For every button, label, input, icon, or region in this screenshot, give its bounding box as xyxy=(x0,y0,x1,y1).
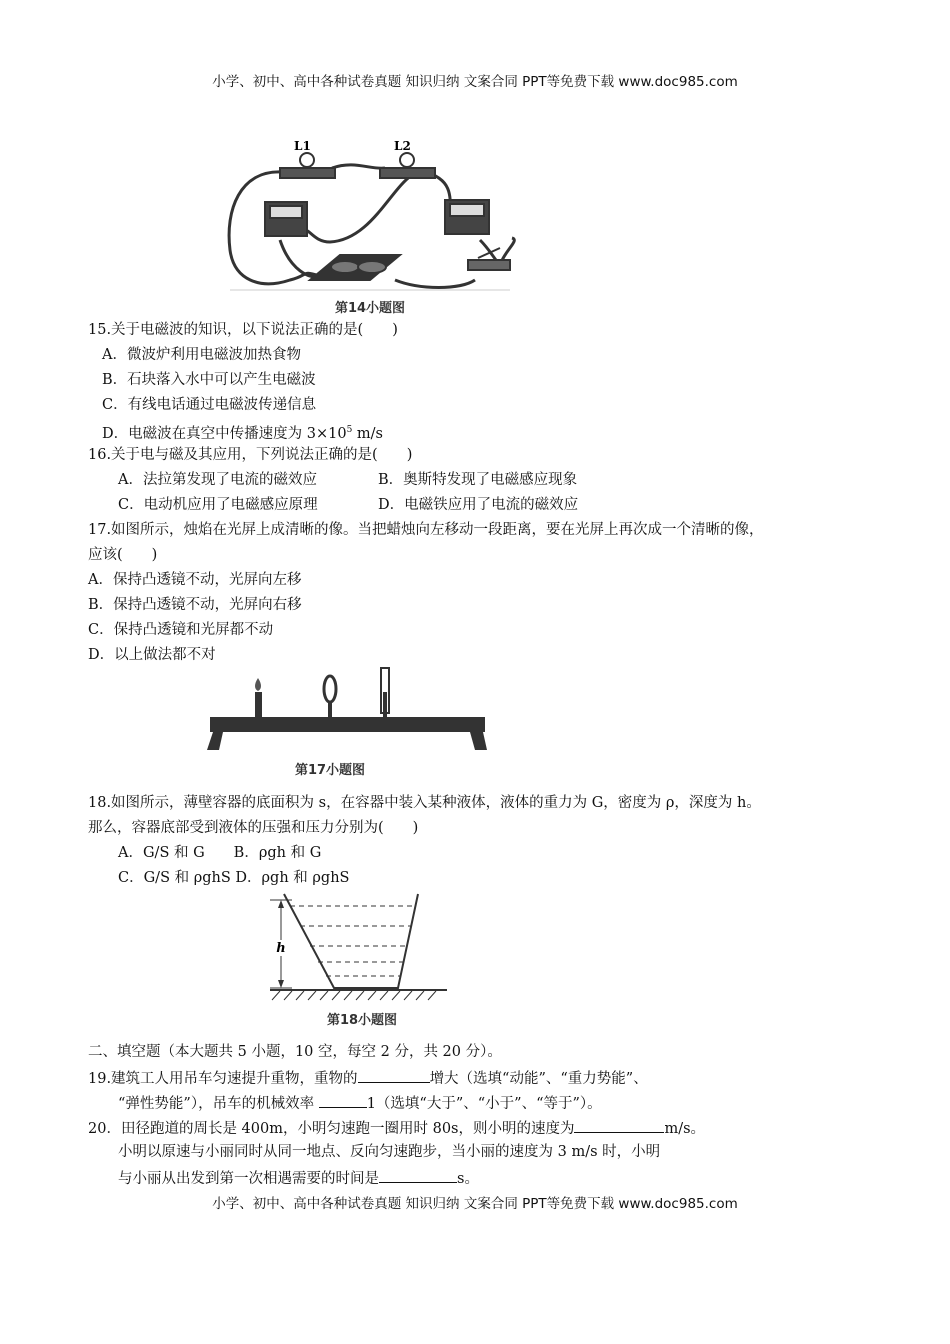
label-l2: L2 xyxy=(394,139,411,153)
q20-line1: 20．田径跑道的周长是 400m，小明匀速跑一圈用时 80s，则小明的速度为 m/s。 xyxy=(88,1117,705,1139)
q20-blank-2[interactable] xyxy=(379,1167,457,1183)
q20-line2: 小明以原速与小丽同时从同一地点、反向匀速跑步，当小丽的速度为 3 m/s 时，小明 xyxy=(118,1144,661,1160)
figure-17-optical-bench xyxy=(205,662,495,782)
figure-14-caption: 第14小题图 xyxy=(334,301,406,316)
q15-stem: 15.关于电磁波的知识，以下说法正确的是( ) xyxy=(88,322,398,338)
q17-option-b: B．保持凸透镜不动，光屏向右移 xyxy=(88,597,302,613)
q19-blank-2[interactable] xyxy=(319,1092,367,1108)
q16-option-c: C．电动机应用了电磁感应原理 xyxy=(118,497,318,513)
figure-17-caption: 第17小题图 xyxy=(294,763,366,778)
q16-option-a: A．法拉第发现了电流的磁效应 xyxy=(118,472,317,488)
figure-14-circuit xyxy=(220,130,520,320)
q18-options-cd: C．G/S 和 ρghS D．ρgh 和 ρghS xyxy=(118,870,350,886)
page-header: 小学、初中、高中各种试卷真题 知识归纳 文案合同 PPT等免费下载 www.doc985.com xyxy=(212,74,738,90)
figure-18-caption: 第18小题图 xyxy=(326,1013,398,1028)
q18-stem-line2: 那么，容器底部受到液体的压强和压力分别为( ) xyxy=(88,820,419,836)
label-l1: L1 xyxy=(294,139,311,153)
q19-line1: 19.建筑工人用吊车匀速提升重物，重物的 增大（选填“动能”、“重力势能”、 xyxy=(88,1067,648,1089)
q16-stem: 16.关于电与磁及其应用，下列说法正确的是( ) xyxy=(88,447,413,463)
q18-stem-line1: 18.如图所示，薄壁容器的底面积为 s，在容器中装入某种液体，液体的重力为 G，密度为 ρ，深度为 h。 xyxy=(88,795,761,811)
q17-option-c: C．保持凸透镜和光屏都不动 xyxy=(88,622,274,638)
q16-option-b: B．奥斯特发现了电磁感应现象 xyxy=(378,472,578,488)
page-footer: 小学、初中、高中各种试卷真题 知识归纳 文案合同 PPT等免费下载 www.doc985.com xyxy=(212,1196,738,1212)
depth-label-h: h xyxy=(276,941,286,956)
q18-options-ab: A．G/S 和 G B．ρgh 和 G xyxy=(118,845,322,861)
q17-stem-line1: 17.如图所示，烛焰在光屏上成清晰的像。当把蜡烛向左移动一段距离，要在光屏上再次成一个清晰的像， xyxy=(88,522,764,538)
q15-option-d: D．电磁波在真空中传播速度为 $3\times 10^5$ m/s xyxy=(102,425,383,442)
figure-18-container xyxy=(262,890,452,1030)
q20-blank-1[interactable] xyxy=(574,1117,664,1133)
section-2-heading: 二、填空题（本大题共 5 小题，10 空，每空 2 分，共 20 分）。 xyxy=(88,1044,502,1060)
q19-line2: “弹性势能”），吊车的机械效率 1（选填“大于”、“小于”、“等于”）。 xyxy=(118,1092,602,1114)
q17-option-a: A．保持凸透镜不动，光屏向左移 xyxy=(88,572,302,588)
q20-line3: 与小丽从出发到第一次相遇需要的时间是 s。 xyxy=(118,1167,479,1189)
q17-option-d: D．以上做法都不对 xyxy=(88,647,216,663)
q15-option-c: C．有线电话通过电磁波传递信息 xyxy=(102,397,317,413)
q17-stem-line2: 应该( ) xyxy=(88,547,158,563)
q15-option-b: B．石块落入水中可以产生电磁波 xyxy=(102,372,316,388)
q15-option-a: A．微波炉利用电磁波加热食物 xyxy=(102,347,301,363)
q16-option-d: D．电磁铁应用了电流的磁效应 xyxy=(378,497,579,513)
q19-blank-1[interactable] xyxy=(358,1067,430,1083)
